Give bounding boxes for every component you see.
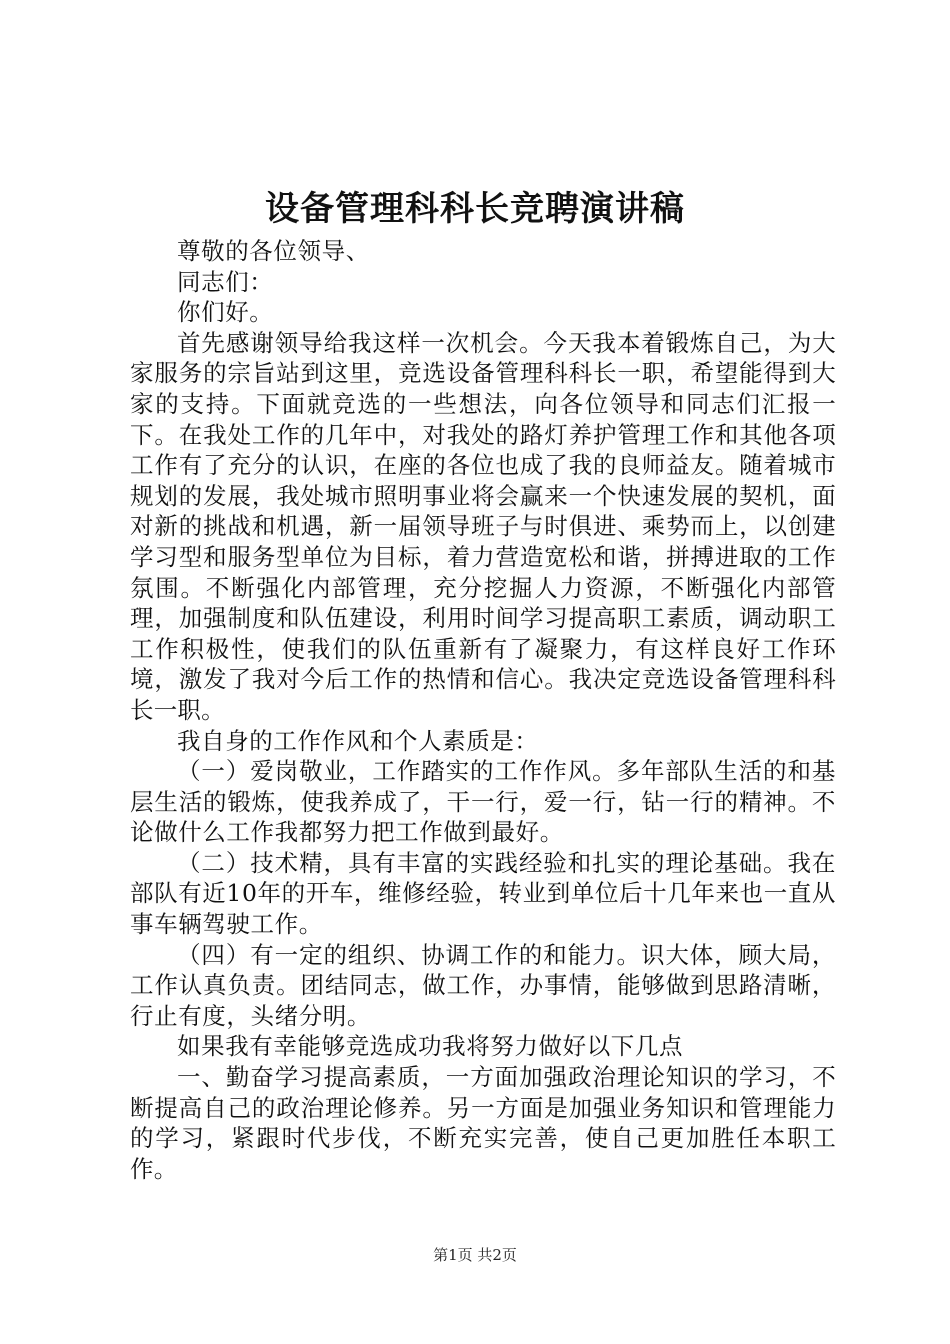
paragraph-quality-four: （四）有一定的组织、协调工作的和能力。识大体，顾大局，工作认真负责。团结同志，做工作，办事情，能够做到思路清晰，行止有度，头绪分明。	[130, 940, 836, 1030]
paragraph-quality-two: （二）技术精，具有丰富的实践经验和扎实的理论基础。我在部队有近10年的开车，维修经验，转业到单位后十几年来也一直从事车辆驾驶工作。	[130, 848, 836, 939]
paragraph-plan-one: 一、勤奋学习提高素质，一方面加强政治理论知识的学习，不断提高自己的政治理论修养。另一方面是加强业务知识和管理能力的学习，紧跟时代步伐，不断充实完善，使自己更加胜任本职工作。	[130, 1063, 836, 1183]
document-body	[130, 236, 836, 1184]
salutation-comrades: 同志们：	[177, 267, 274, 296]
page-footer: 第1页 共2页	[433, 1246, 517, 1264]
paragraph-quality-one: （一）爱岗敬业，工作踏实的工作作风。多年部队生活的和基层生活的锻炼，使我养成了，干一行，爱一行，钻一行的精神。不论做什么工作我都努力把工作做到最好。	[130, 757, 836, 847]
greeting: 你们好。	[177, 298, 274, 327]
paragraph-qualities-heading: 我自身的工作作风和个人素质是：	[177, 726, 539, 755]
salutation-leaders: 尊敬的各位领导、	[177, 237, 370, 265]
paragraph-plan-heading: 如果我有幸能够竞选成功我将努力做好以下几点	[177, 1032, 684, 1061]
document-title: 设备管理科科长竞聘演讲稿	[265, 189, 685, 229]
paragraph-introduction: 首先感谢领导给我这样一次机会。今天我本着锻炼自己，为大家服务的宗旨站到这里，竞选设备管理科科长一职，希望能得到大家的支持。下面就竞选的一些想法，向各位领导和同志们汇报一下。在我处工作的几年中，对我处的路灯养护管理工作和其他各项工作有了充分的认识，在座的各位也成了我的良师益友。随着城市规划的发展，我处城市照明事业将会赢来一个快速发展的契机，面对新的挑战和机遇，新一届领导班子与时俱进、乘势而上，以创建学习型和服务型单位为目标，着力营造宽松和谐，拼搏进取的工作氛围。不断强化内部管理，充分挖掘人力资源，不断强化内部管理，加强制度和队伍建设，利用时间学习提高职工素质，调动职工工作积极性，使我们的队伍重新有了凝聚力，有这样良好工作环境，激发了我对今后工作的热情和信心。我决定竞选设备管理科科长一职。	[130, 328, 836, 724]
